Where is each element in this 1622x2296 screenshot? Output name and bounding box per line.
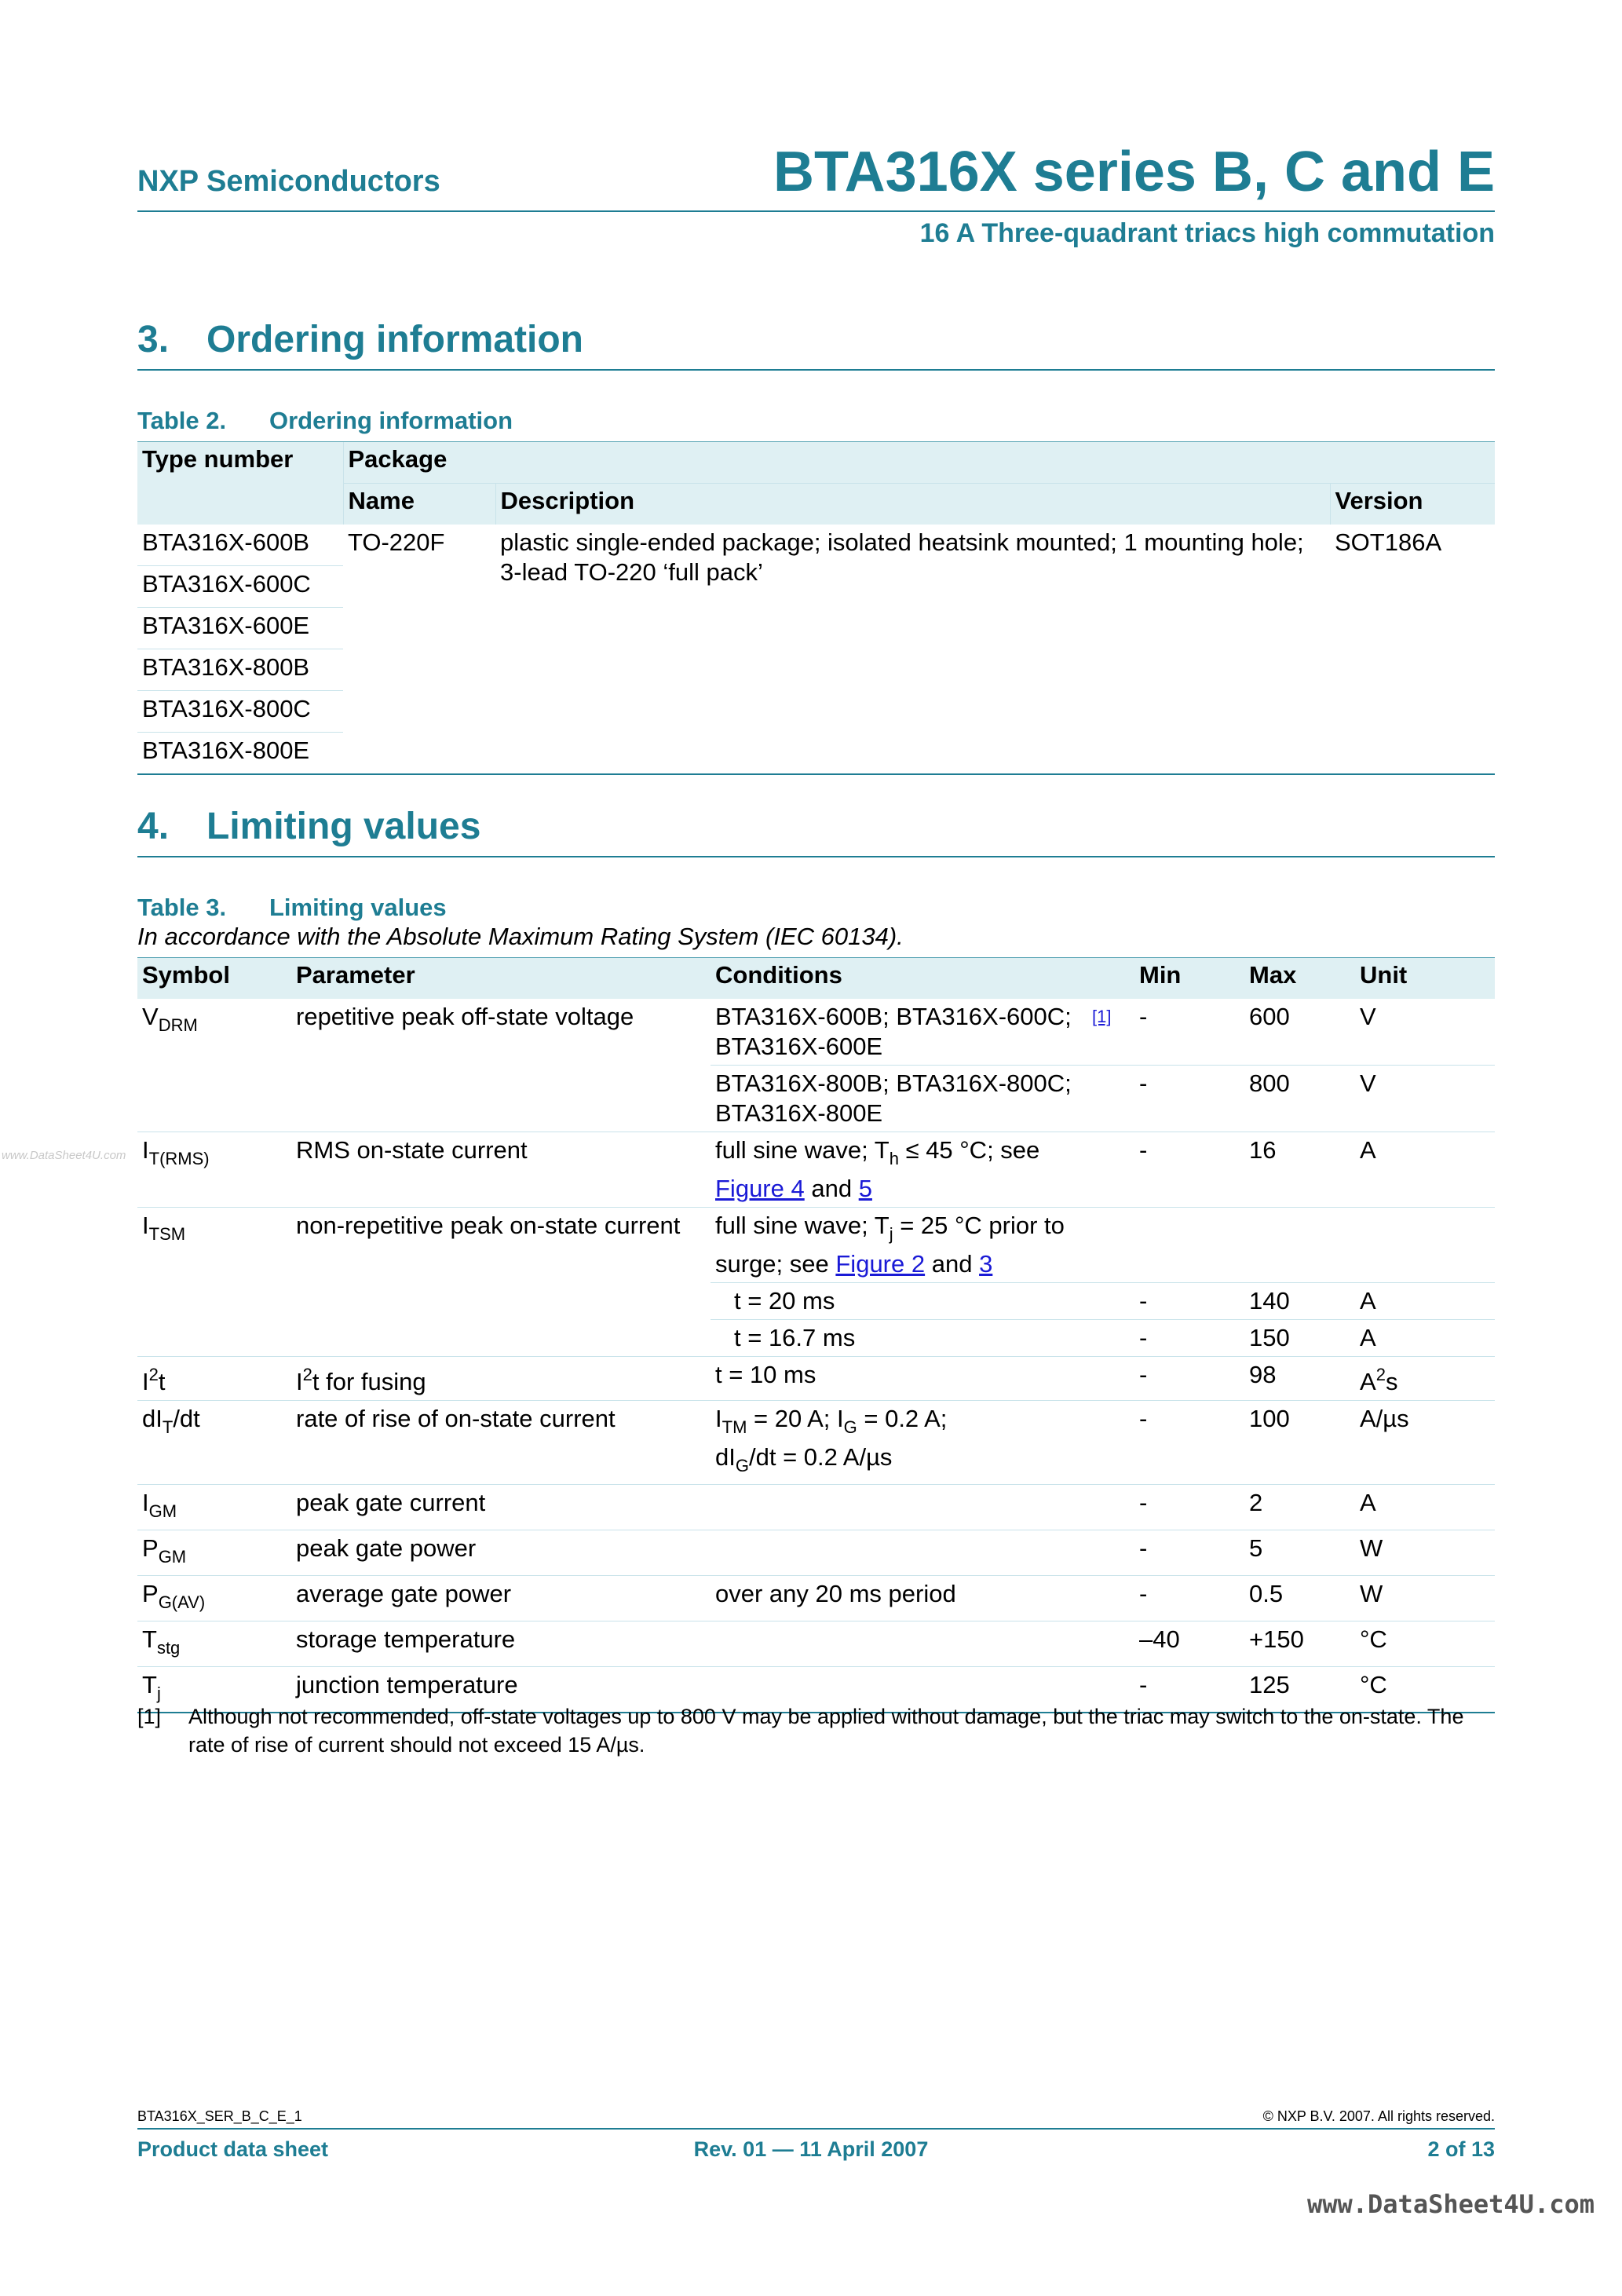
- section-3-number: 3.: [137, 319, 170, 360]
- symbol: I: [142, 1368, 149, 1395]
- package-description-cell: plastic single-ended package; isolated heatsink mounted; 1 mounting hole; 3-lead TO-220 ‘full pack’: [495, 525, 1330, 774]
- symbol-subscript: DRM: [158, 1015, 198, 1035]
- conditions-subscript: j: [889, 1224, 893, 1244]
- col-unit: Unit: [1355, 958, 1495, 1000]
- min-value: -: [1139, 1003, 1148, 1030]
- unit-cell: [1355, 1208, 1495, 1283]
- col-symbol: Symbol: [137, 958, 291, 1000]
- symbol-cell: [137, 1485, 291, 1530]
- table-2-title: Ordering information: [269, 407, 513, 434]
- unit-cell: [1355, 1357, 1495, 1401]
- table-row: [137, 1357, 1495, 1401]
- symbol-cell: [137, 1208, 291, 1357]
- footer-document-id: BTA316X_SER_B_C_E_1: [137, 2108, 302, 2124]
- symbol: P: [142, 1580, 159, 1607]
- section-3-title: Ordering information: [206, 319, 583, 360]
- document-title: BTA316X series B, C and E: [773, 141, 1495, 203]
- type-number-cell: BTA316X-600C: [137, 566, 343, 608]
- side-watermark: www.DataSheet4U.com: [2, 1149, 126, 1162]
- parameter-cell: non-repetitive peak on-state current: [291, 1208, 711, 1357]
- symbol-cell: [137, 1530, 291, 1576]
- conditions-cell: t = 10 ms: [711, 1357, 1134, 1401]
- parameter-text: I: [296, 1368, 303, 1395]
- symbol-cell: [137, 1576, 291, 1621]
- parameter-cell: rate of rise of on-state current: [291, 1401, 711, 1485]
- parameter-cell: average gate power: [291, 1576, 711, 1621]
- unit-superscript: 2: [1375, 1365, 1386, 1384]
- max-cell: 98: [1244, 1357, 1355, 1401]
- table-row: [137, 1576, 1495, 1621]
- symbol: I: [142, 1489, 149, 1516]
- min-cell: -: [1134, 1485, 1244, 1530]
- symbol-subscript: TSM: [148, 1224, 186, 1244]
- type-number-cell: BTA316X-800C: [137, 691, 343, 733]
- unit-cell: A: [1355, 1485, 1495, 1530]
- max-cell: +150: [1244, 1621, 1355, 1667]
- type-number-cell: BTA316X-800E: [137, 733, 343, 775]
- symbol-cell: [137, 1357, 291, 1401]
- conditions-text: full sine wave; T: [715, 1136, 890, 1164]
- conditions-text: = 25 °C prior to surge; see: [715, 1212, 1065, 1278]
- parameter-cell: [291, 1357, 711, 1401]
- unit-cell: W: [1355, 1530, 1495, 1576]
- col-min: Min: [1134, 958, 1244, 1000]
- symbol: /dt: [173, 1405, 200, 1432]
- table-3-title: Limiting values: [269, 894, 447, 921]
- col-conditions: Conditions: [711, 958, 1134, 1000]
- section-3-heading: [137, 318, 583, 361]
- unit-cell: V: [1355, 1066, 1495, 1132]
- conditions-cell: [711, 1530, 1134, 1576]
- section-4-number: 4.: [137, 806, 170, 847]
- table-3-note: In accordance with the Absolute Maximum Rating System (IEC 60134).: [137, 923, 904, 950]
- symbol-subscript: T(RMS): [148, 1149, 210, 1168]
- table-2-number: Table 2.: [137, 407, 227, 434]
- conditions-cell: over any 20 ms period: [711, 1576, 1134, 1621]
- max-cell: 140: [1244, 1283, 1355, 1320]
- footer-page-number: 2 of 13: [1427, 2137, 1495, 2161]
- table-row: [137, 1485, 1495, 1530]
- symbol-cell: [137, 999, 291, 1132]
- conditions-cell: t = 20 ms: [711, 1283, 1134, 1320]
- table-2-caption: [137, 407, 513, 435]
- conditions-text: and: [804, 1175, 859, 1202]
- min-cell: -: [1134, 1667, 1244, 1713]
- company-name: NXP Semiconductors: [137, 165, 440, 198]
- footnote-text: Although not recommended, off-state voltages up to 800 V may be applied without damage, but the triac may switch to the on-state. The rate of rise of current should not exceed 15 A/µs.: [188, 1705, 1464, 1757]
- conditions-text: BTA316X-600B; BTA316X-600C; BTA316X-600E: [715, 1003, 1072, 1060]
- parameter-superscript: 2: [302, 1365, 312, 1384]
- min-cell: [1092, 999, 1244, 1066]
- max-cell: 0.5: [1244, 1576, 1355, 1621]
- bottom-watermark: www.DataSheet4U.com: [1306, 2189, 1595, 2219]
- symbol: T: [142, 1671, 157, 1698]
- header-rule: [137, 210, 1495, 212]
- conditions-subscript: G: [735, 1456, 749, 1475]
- table-row: [137, 1208, 1495, 1283]
- unit-cell: V: [1355, 999, 1495, 1066]
- section-4-rule: [137, 856, 1495, 857]
- col-parameter: Parameter: [291, 958, 711, 1000]
- conditions-cell: [711, 1401, 1134, 1485]
- parameter-text: t for fusing: [312, 1368, 426, 1395]
- symbol: dI: [142, 1405, 163, 1432]
- symbol-cell: [137, 1401, 291, 1485]
- symbol: I: [142, 1212, 149, 1239]
- max-cell: 150: [1244, 1320, 1355, 1357]
- ordering-table: [137, 441, 1495, 775]
- symbol-subscript: G(AV): [158, 1592, 206, 1612]
- table-row: [137, 1530, 1495, 1576]
- symbol: P: [142, 1534, 159, 1562]
- limiting-values-table: [137, 957, 1495, 1713]
- symbol-subscript: GM: [158, 1547, 187, 1567]
- symbol: I: [142, 1136, 149, 1164]
- conditions-cell: t = 16.7 ms: [711, 1320, 1134, 1357]
- table-3-number: Table 3.: [137, 894, 227, 921]
- max-cell: 125: [1244, 1667, 1355, 1713]
- section-4-heading: [137, 805, 480, 848]
- unit-cell: A: [1355, 1283, 1495, 1320]
- document-subtitle: 16 A Three-quadrant triacs high commutation: [919, 218, 1495, 248]
- figure-3-link[interactable]: 3: [979, 1250, 993, 1278]
- conditions-text: ≤ 45 °C; see: [898, 1136, 1040, 1164]
- min-cell: -: [1134, 1576, 1244, 1621]
- parameter-cell: junction temperature: [291, 1667, 711, 1713]
- table-row: [137, 999, 1495, 1066]
- conditions-text: full sine wave; T: [715, 1212, 890, 1239]
- conditions-text: I: [715, 1405, 722, 1432]
- symbol-subscript: T: [162, 1417, 174, 1437]
- unit-cell: A/µs: [1355, 1401, 1495, 1485]
- conditions-subscript: h: [889, 1149, 899, 1168]
- unit-cell: A: [1355, 1132, 1495, 1208]
- parameter-cell: repetitive peak off-state voltage: [291, 999, 711, 1132]
- symbol: t: [158, 1368, 166, 1395]
- conditions-cell: BTA316X-800B; BTA316X-800C; BTA316X-800E: [711, 1066, 1134, 1132]
- max-cell: 100: [1244, 1401, 1355, 1485]
- figure-2-link[interactable]: Figure 2: [835, 1250, 926, 1278]
- conditions-subscript: TM: [721, 1417, 747, 1437]
- symbol-superscript: 2: [148, 1365, 159, 1384]
- min-cell: -: [1134, 1132, 1244, 1208]
- footnote: [137, 1702, 1495, 1759]
- max-cell: 600: [1244, 999, 1355, 1066]
- col-package: Package: [343, 442, 1495, 484]
- footer-rule: [137, 2128, 1495, 2130]
- min-cell: -: [1134, 1401, 1244, 1485]
- table-row: [137, 525, 1495, 566]
- col-type-number: Type number: [137, 442, 343, 525]
- package-version-cell: SOT186A: [1330, 525, 1495, 774]
- figure-5-link[interactable]: 5: [858, 1175, 872, 1202]
- footnote-number: [1]: [137, 1705, 162, 1728]
- table-3-caption: [137, 894, 447, 922]
- col-max: Max: [1244, 958, 1355, 1000]
- table-row: [137, 1132, 1495, 1208]
- section-4-title: Limiting values: [206, 806, 481, 847]
- max-cell: 5: [1244, 1530, 1355, 1576]
- parameter-cell: peak gate current: [291, 1485, 711, 1530]
- type-number-cell: BTA316X-600B: [142, 528, 310, 556]
- figure-4-link[interactable]: Figure 4: [715, 1175, 805, 1202]
- conditions-cell: [711, 1485, 1134, 1530]
- max-cell: 16: [1244, 1132, 1355, 1208]
- package-name-cell: TO-220F: [343, 525, 495, 774]
- symbol-cell: [137, 1132, 291, 1208]
- symbol-cell: [137, 1621, 291, 1667]
- max-cell: 2: [1244, 1485, 1355, 1530]
- footnote-ref-link[interactable]: [1]: [1092, 1007, 1112, 1026]
- conditions-text: = 20 A; I: [747, 1405, 844, 1432]
- max-cell: [1244, 1208, 1355, 1283]
- min-cell: -: [1134, 1066, 1244, 1132]
- symbol-subscript: stg: [156, 1638, 181, 1658]
- unit-text: s: [1385, 1368, 1398, 1395]
- min-cell: -: [1134, 1320, 1244, 1357]
- min-cell: –40: [1134, 1621, 1244, 1667]
- footer-document-type: Product data sheet: [137, 2137, 329, 2161]
- symbol-subscript: GM: [148, 1501, 177, 1521]
- table-row: [137, 1401, 1495, 1485]
- conditions-cell: [711, 999, 1134, 1066]
- parameter-cell: peak gate power: [291, 1530, 711, 1576]
- max-cell: 800: [1244, 1066, 1355, 1132]
- conditions-text: /dt = 0.2 A/µs: [748, 1443, 893, 1471]
- col-name: Name: [343, 484, 495, 525]
- min-cell: -: [1134, 1357, 1244, 1401]
- conditions-text: = 0.2 A;: [857, 1405, 948, 1432]
- conditions-text: dI: [715, 1443, 736, 1471]
- symbol: T: [142, 1625, 157, 1653]
- min-cell: -: [1134, 1530, 1244, 1576]
- unit-cell: W: [1355, 1576, 1495, 1621]
- type-number-cell: BTA316X-800B: [137, 649, 343, 691]
- conditions-text: and: [925, 1250, 980, 1278]
- footer-copyright: © NXP B.V. 2007. All rights reserved.: [1262, 2108, 1495, 2124]
- conditions-subscript: G: [843, 1417, 857, 1437]
- symbol: V: [142, 1003, 159, 1030]
- conditions-cell: [711, 1208, 1134, 1283]
- footer-revision: Rev. 01 — 11 April 2007: [693, 2137, 929, 2161]
- col-description: Description: [495, 484, 1330, 525]
- type-number-cell: BTA316X-600E: [137, 608, 343, 649]
- unit-cell: A: [1355, 1320, 1495, 1357]
- section-3-rule: [137, 369, 1495, 371]
- unit-cell: °C: [1355, 1667, 1495, 1713]
- unit-text: A: [1360, 1368, 1376, 1395]
- conditions-cell: [711, 1132, 1134, 1208]
- col-version: Version: [1330, 484, 1495, 525]
- table-row: [137, 1621, 1495, 1667]
- parameter-cell: storage temperature: [291, 1621, 711, 1667]
- parameter-cell: RMS on-state current: [291, 1132, 711, 1208]
- conditions-cell: [711, 1621, 1134, 1667]
- min-cell: -: [1134, 1283, 1244, 1320]
- min-cell: [1134, 1208, 1244, 1283]
- symbol-subscript: j: [156, 1684, 161, 1703]
- unit-cell: °C: [1355, 1621, 1495, 1667]
